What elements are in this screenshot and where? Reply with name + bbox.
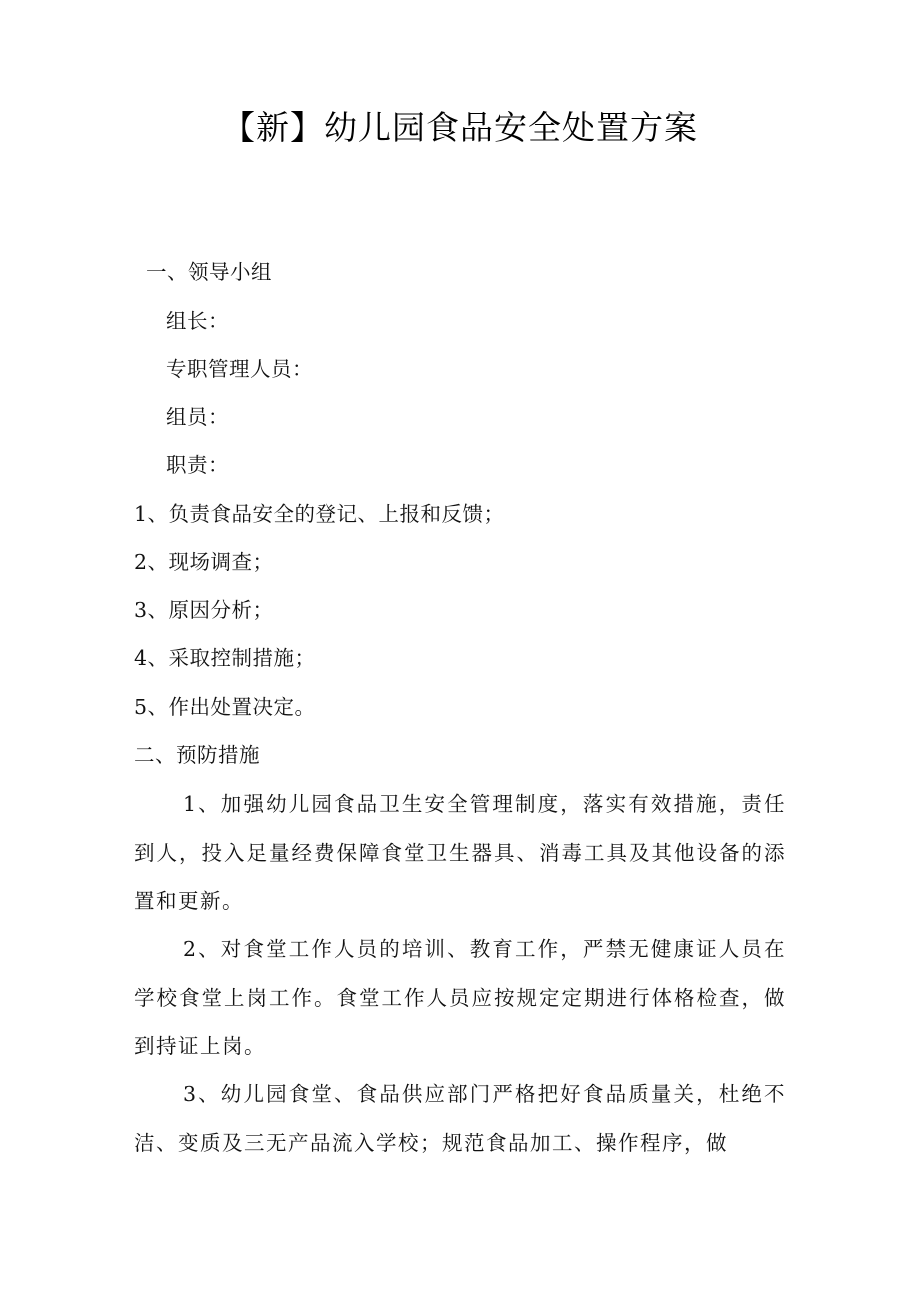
duties-label: 职责： — [166, 453, 229, 477]
duty-item: 3、原因分析； — [134, 598, 274, 622]
members-label: 组员： — [166, 405, 229, 429]
duty-item: 2、现场调查； — [134, 550, 274, 574]
prevention-paragraph: 1、加强幼儿园食品卫生安全管理制度，落实有效措施，责任到人，投入足量经费保障食堂卫生器具、消毒工具及其他设备的添置和更新。 — [134, 792, 786, 913]
document-title: 【新】幼儿园食品安全处置方案 — [222, 108, 698, 147]
prevention-paragraph: 3、幼儿园食堂、食品供应部门严格把好食品质量关，杜绝不洁、变质及三无产品流入学校；规范食品加工、操作程序，做 — [134, 1082, 786, 1155]
section-heading-prevention: 二、预防措施 — [134, 743, 260, 767]
prevention-paragraph: 2、对食堂工作人员的培训、教育工作，严禁无健康证人员在学校食堂上岗工作。食堂工作人员应按规定定期进行体格检查，做到持证上岗。 — [134, 937, 786, 1058]
leader-label: 组长： — [166, 309, 229, 333]
staff-label: 专职管理人员： — [166, 357, 313, 381]
section-heading-leadership: 一、领导小组 — [146, 260, 272, 284]
duty-item: 4、采取控制措施； — [134, 646, 316, 670]
duty-item: 1、负责食品安全的登记、上报和反馈； — [134, 502, 505, 526]
duty-item: 5、作出处置决定。 — [134, 695, 316, 719]
